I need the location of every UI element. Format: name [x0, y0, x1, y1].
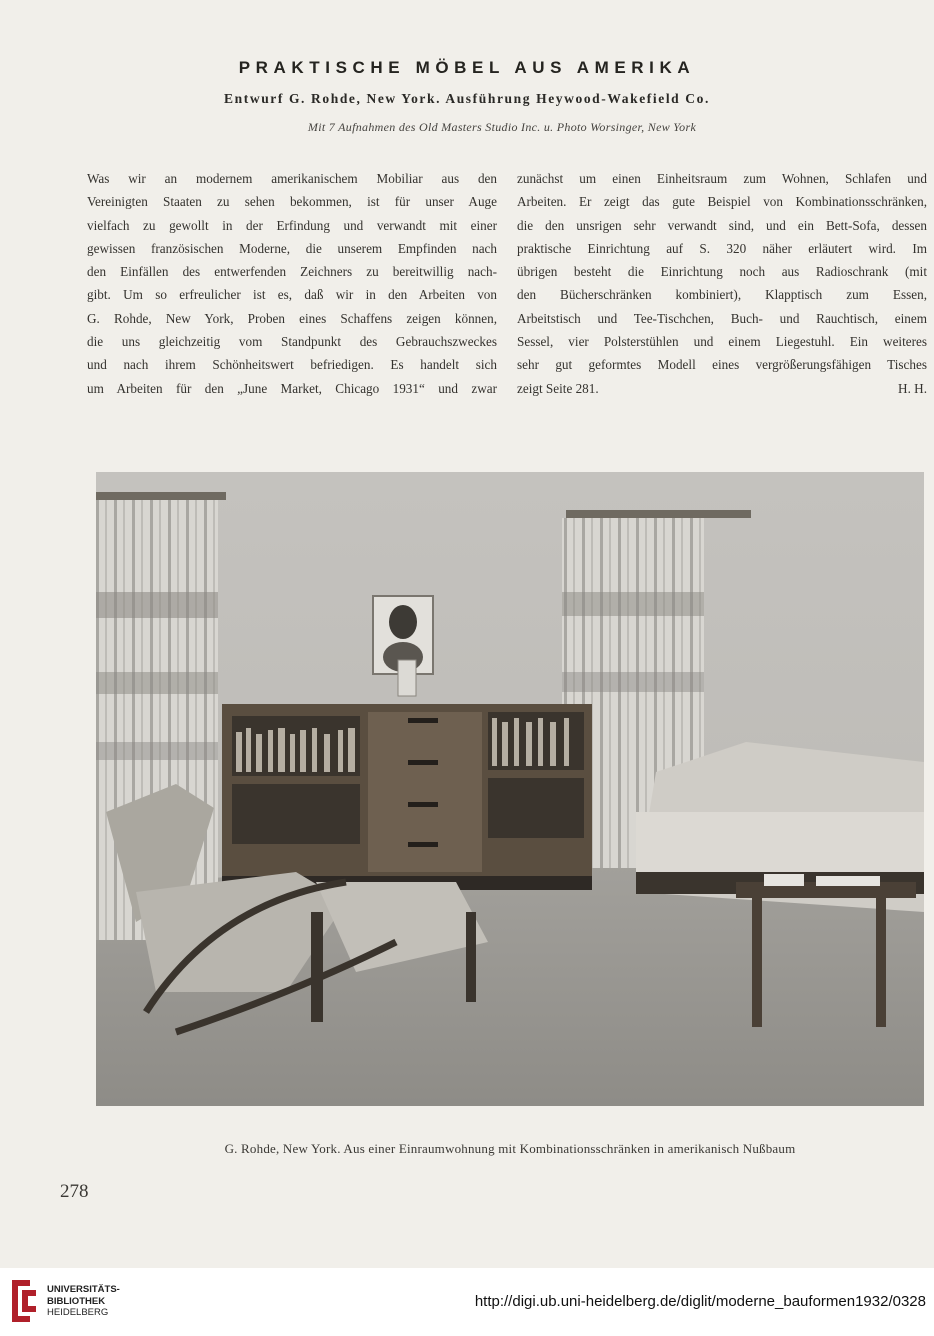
body-line: gibt. Um so erfreulicher ist es, daß wir in den Arbeiten von [87, 287, 497, 303]
author-signature: H. H. [898, 380, 927, 396]
body-line: Sessel, vier Polsterstühlen und einem Liegestuhl. Ein weiteres [517, 334, 927, 350]
body-column-left [87, 167, 497, 400]
body-column-right [517, 167, 927, 400]
body-line: praktische Einrichtung auf S. 320 näher erläutert wird. Im [517, 240, 927, 256]
digitization-footer [0, 1268, 934, 1336]
article-title: PRAKTISCHE MÖBEL AUS AMERIKA [238, 58, 696, 77]
interior-photo [96, 472, 924, 1106]
body-line: sehr gut geformtes Modell eines vergrößerungsfähigen Tisches [517, 357, 927, 373]
article-subtitle: Entwurf G. Rohde, New York. Ausführung Heywood-Wakefield Co. [224, 91, 710, 106]
body-line: gewissen französischen Moderne, die unserem Empfinden nach [87, 240, 497, 256]
photo-caption: G. Rohde, New York. Aus einer Einraumwohnung mit Kombinationsschränken in amerikanisch Nußbaum [224, 1141, 796, 1156]
body-line: übrigen besteht die Einrichtung noch aus Radioschrank (mit [517, 264, 927, 280]
body-line: die den unsrigen sehr verwandt sind, und ein Bett-Sofa, dessen [517, 217, 927, 233]
body-line: den Einfällen des entwerfenden Zeichners zu bereitwillig nach- [87, 264, 497, 280]
body-line: Was wir an modernem amerikanischem Mobiliar aus den [87, 171, 497, 186]
library-name [47, 1284, 120, 1319]
source-url-link[interactable]: http://digi.ub.uni-heidelberg.de/diglit/moderne_bauformen1932/0328 [474, 1293, 926, 1310]
body-line: zeigt Seite 281. [517, 380, 599, 396]
body-last-line [517, 377, 927, 400]
body-line: Arbeiten. Er zeigt das gute Beispiel von Kombinationsschränken, [517, 194, 927, 210]
body-line: Vereinigten Staaten zu sehen bekommen, ist für unser Auge [87, 194, 497, 210]
body-line: um Arbeiten für den „June Market, Chicago 1931“ und zwar [87, 380, 497, 396]
library-name-line: HEIDELBERG [47, 1307, 109, 1318]
library-name-line: BIBLIOTHEK [47, 1295, 106, 1307]
body-line: Arbeitstisch und Tee-Tischchen, Buch- und Rauchtisch, einem [517, 310, 927, 326]
body-line: zunächst um einen Einheitsraum zum Wohnen, Schlafen und [517, 171, 927, 186]
body-line: und nach ihrem Schönheitswert befriedigen. Es handelt sich [87, 357, 497, 373]
body-line: G. Rohde, New York, Proben eines Schaffens zeigen können, [87, 310, 497, 326]
body-line: die uns gleichzeitig vom Standpunkt des Gebrauchszweckes [87, 334, 497, 350]
page-number: 278 [60, 1181, 89, 1202]
library-name-line: UNIVERSITÄTS- [47, 1284, 120, 1295]
library-logo-icon [10, 1278, 38, 1324]
photo-credit: Mit 7 Aufnahmen des Old Masters Studio Inc. u. Photo Worsinger, New York [307, 120, 697, 134]
body-line: den Bücherschränken kombiniert), Klapptisch zum Essen, [517, 287, 927, 303]
body-line: vielfach zu gewollt in der Erfindung und verwandt mit einer [87, 217, 497, 233]
